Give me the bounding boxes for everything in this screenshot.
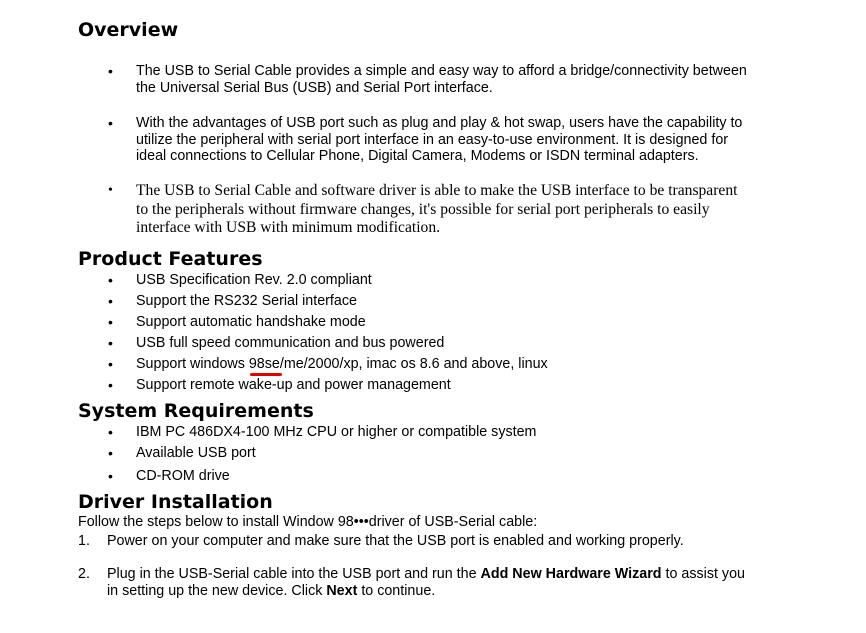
driver-step-2-line-2-before: in setting up the new device. Click: [107, 582, 327, 599]
driver-step-2-line-2-after: to continue.: [357, 582, 436, 599]
feature-item-4: • USB full speed communication and bus powered: [136, 335, 444, 352]
feature-item-5-before: Support windows: [136, 356, 249, 372]
feature-item-6: • Support remote wake-up and power management: [136, 377, 451, 394]
driver-step-2-line-2: [107, 583, 745, 600]
feature-item-1: • USB Specification Rev. 2.0 compliant: [136, 272, 372, 289]
overview-item-3: [136, 182, 737, 238]
driver-intro: Follow the steps below to install Window 98•••driver of USB-Serial cable:: [78, 514, 538, 530]
driver-step-2-line-1-before: Plug in the USB-Serial cable into the USB port and run the: [107, 566, 481, 582]
overview-item-2-line-1: • With the advantages of USB port such as plug and play & hot swap, users have the capability to: [136, 115, 743, 131]
driver-step-1-number: 1.: [78, 533, 90, 549]
add-new-hardware-wizard-label: Add New Hardware Wizard: [480, 566, 662, 582]
requirement-item-3: • CD-ROM drive: [136, 468, 230, 485]
requirement-item-1: • IBM PC 486DX4-100 MHz CPU or higher or compatible system: [136, 424, 536, 441]
overview-item-2-line-3: ideal connections to Cellular Phone, Digital Camera, Modems or ISDN terminal adapters.: [136, 148, 699, 165]
next-label: Next: [326, 582, 358, 599]
driver-step-2-line-1: [107, 566, 745, 583]
overview-item-2: [136, 115, 742, 165]
overview-item-1-line-2: the Universal Serial Bus (USB) and Serial Port interface.: [136, 79, 493, 96]
requirement-item-2: • Available USB port: [136, 445, 256, 462]
driver-step-2-line-1-after: to assist you: [661, 566, 745, 582]
overview-item-3-line-3: interface with USB with minimum modification.: [136, 219, 441, 237]
overview-item-1-line-1: • The USB to Serial Cable provides a simple and easy way to afford a bridge/connectivity between: [136, 63, 747, 79]
overview-item-3-line-2: to the peripherals without firmware changes, it's possible for serial port peripherals to easily: [136, 200, 710, 218]
overview-item-3-line-1: • The USB to Serial Cable and software driver is able to make the USB interface to be transparent: [136, 182, 738, 199]
overview-item-2-line-2: utilize the peripheral with serial port interface in an easy-to-use environment. It is designed for: [136, 131, 729, 148]
overview-item-1: [136, 63, 747, 96]
feature-item-2: • Support the RS232 Serial interface: [136, 293, 357, 310]
driver-step-1-text: Power on your computer and make sure that the USB port is enabled and working properly.: [107, 533, 684, 549]
driver-step-2-number: 2.: [78, 566, 90, 582]
driver-step-2: [78, 566, 745, 599]
feature-item-5-after: /me/2000/xp, imac os 8.6 and above, linux: [279, 356, 548, 372]
requirements-heading: System Requirements: [78, 400, 314, 422]
driver-step-1: [78, 533, 684, 550]
feature-item-3: • Support automatic handshake mode: [136, 314, 366, 331]
feature-item-5-highlight: 98se: [248, 356, 280, 372]
feature-item-5: [136, 356, 548, 373]
overview-heading: Overview: [78, 19, 179, 41]
features-heading: Product Features: [78, 248, 263, 270]
driver-heading: Driver Installation: [78, 491, 273, 513]
